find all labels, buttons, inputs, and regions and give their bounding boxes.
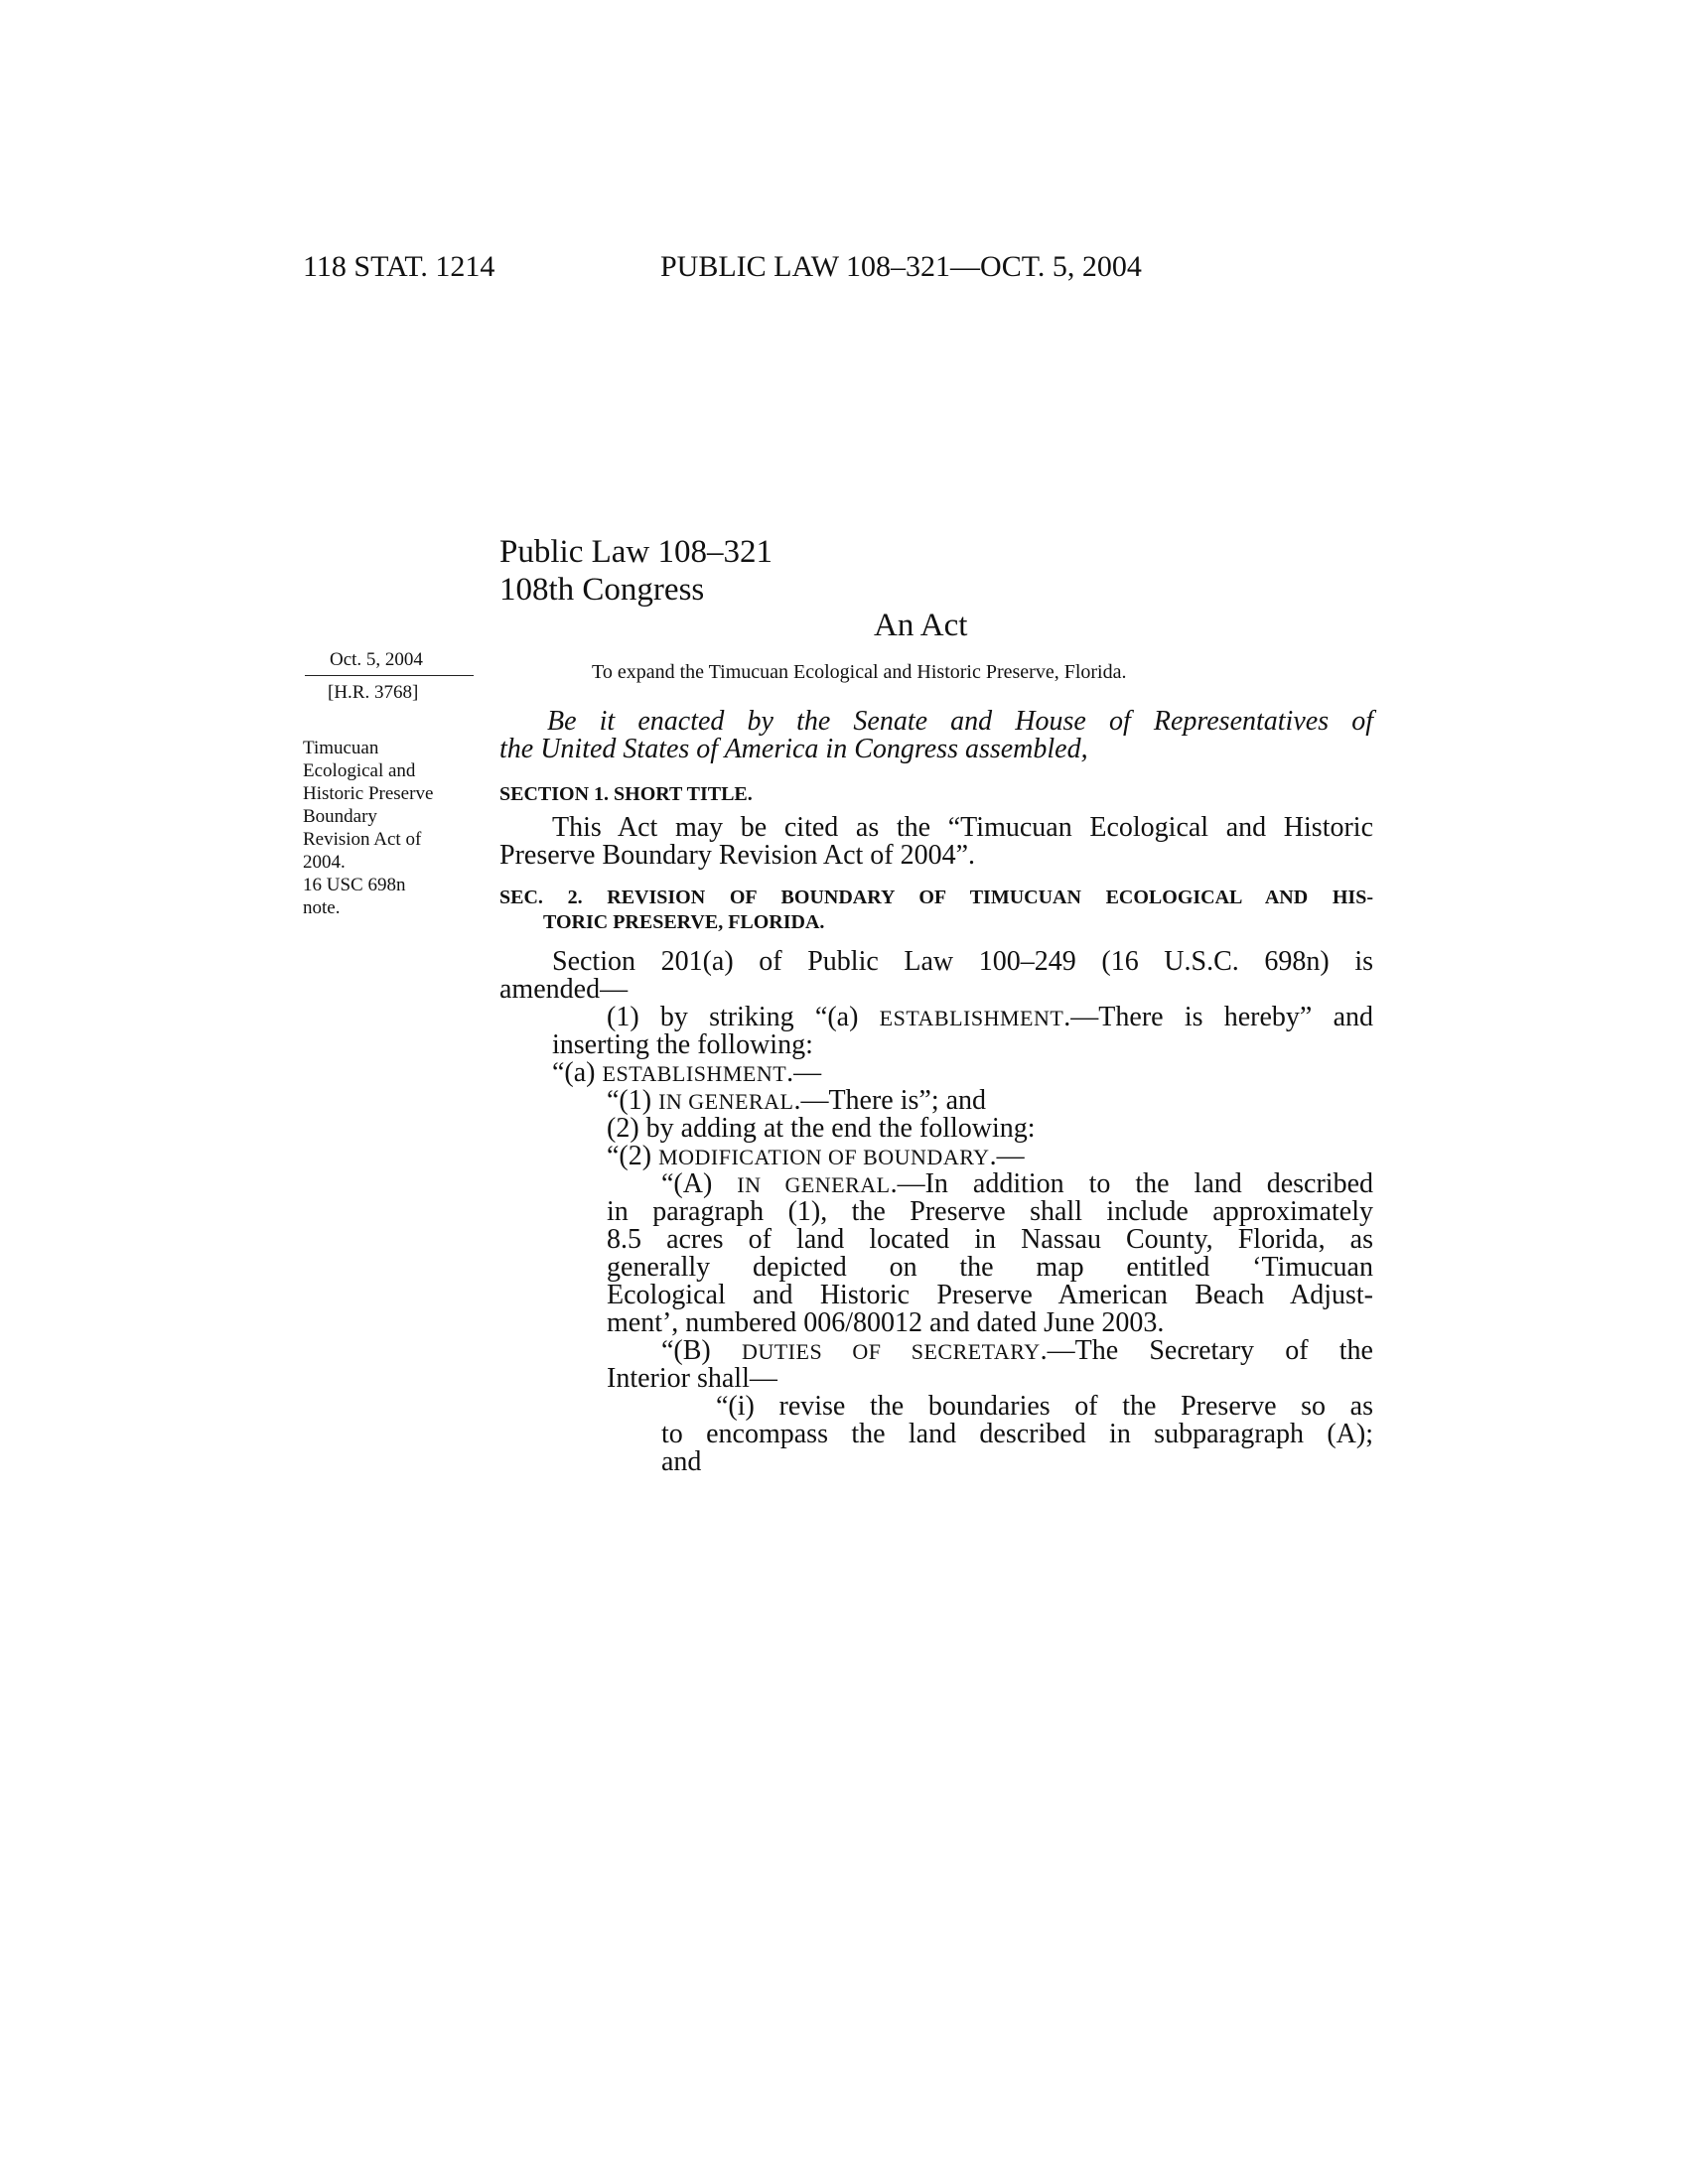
sidenote-line: 2004. (303, 852, 346, 873)
section-2-heading-line-2: TORIC PRESERVE, FLORIDA. (543, 911, 825, 933)
quoted-paragraph-2: “(2) MODIFICATION OF BOUNDARY.— (607, 1141, 1025, 1171)
sidenote-line: note. (303, 897, 341, 918)
subparagraph-B-line-2: Interior shall— (607, 1363, 777, 1394)
subparagraph-A-line: generally depicted on the map entitled ‘Timucuan (607, 1252, 1373, 1283)
clause-i-line-1 (716, 1393, 1373, 1421)
subparagraph-A-line: ment’, numbered 006/80012 and dated June 2003. (607, 1307, 1165, 1338)
section-2-heading-line-1 (499, 886, 1373, 910)
sidenote-short-title (303, 737, 482, 919)
sidenote-rule (305, 675, 474, 676)
subparagraph-A-body (607, 1198, 1373, 1337)
clause-i-text: to encompass the land described in subparagraph (A); (661, 1419, 1373, 1449)
running-title: PUBLIC LAW 108–321—OCT. 5, 2004 (660, 250, 1142, 283)
page-stat-number: 118 STAT. 1214 (303, 250, 495, 283)
sidenote-line: Historic Preserve (303, 783, 434, 804)
subparagraph-A-text: “(A) IN GENERAL.—In addition to the land described (661, 1168, 1373, 1199)
section-1-text-line-1 (552, 814, 1373, 842)
clause-i-line-2 (661, 1421, 1373, 1448)
subparagraph-B-line-1 (661, 1337, 1373, 1366)
enacting-clause-line-1 (547, 708, 1373, 736)
act-heading: An Act (874, 608, 968, 643)
section-1-heading: SECTION 1. SHORT TITLE. (499, 783, 753, 805)
quoted-paragraph-1: “(1) IN GENERAL.—There is”; and (607, 1085, 987, 1116)
act-purpose: To expand the Timucuan Ecological and Historic Preserve, Florida. (592, 661, 1127, 683)
paragraph-1-line-1 (607, 1004, 1373, 1032)
enacting-text: Be it enacted by the Senate and House of Representatives of (547, 706, 1373, 737)
subparagraph-A-line-1 (661, 1170, 1373, 1199)
sidenote-date: Oct. 5, 2004 (330, 649, 423, 670)
sidenote-line: Boundary (303, 806, 377, 827)
enacting-clause-line-2: the United States of America in Congress assembled, (499, 734, 1088, 764)
section-2-intro-text: Section 201(a) of Public Law 100–249 (16 U.S.C. 698n) is (552, 946, 1373, 977)
quoted-subsection-a: “(a) ESTABLISHMENT.— (552, 1057, 822, 1088)
law-number: Public Law 108–321 (499, 534, 773, 570)
subparagraph-A-line: in paragraph (1), the Preserve shall include approximately (607, 1196, 1373, 1227)
section-2-heading-text: SEC. 2. REVISION OF BOUNDARY OF TIMUCUAN ECOLOGICAL AND HIS- (499, 887, 1373, 908)
section-2-intro-line-1 (552, 948, 1373, 976)
subparagraph-A-line: 8.5 acres of land located in Nassau County, Florida, as (607, 1224, 1373, 1255)
sidenote-line: 16 USC 698n (303, 875, 406, 895)
congress-number: 108th Congress (499, 572, 705, 608)
sidenote-line: Timucuan (303, 738, 379, 758)
section-1-text: This Act may be cited as the “Timucuan Ecological and Historic (552, 812, 1373, 843)
paragraph-1-text: (1) by striking “(a) ESTABLISHMENT.—There is hereby” and (607, 1002, 1373, 1032)
paragraph-2: (2) by adding at the end the following: (607, 1113, 1036, 1144)
clause-i-line-3: and (661, 1446, 702, 1477)
subparagraph-A-line: Ecological and Historic Preserve American Beach Adjust- (607, 1280, 1373, 1310)
paragraph-1-line-2: inserting the following: (552, 1029, 813, 1060)
sidenote-line: Revision Act of (303, 829, 422, 850)
section-2-intro-line-2: amended— (499, 974, 629, 1005)
sidenote-line: Ecological and (303, 760, 416, 781)
clause-i-text: “(i) revise the boundaries of the Preserve so as (716, 1391, 1373, 1422)
section-1-text-line-2: Preserve Boundary Revision Act of 2004”. (499, 840, 976, 871)
sidenote-bill-number: [H.R. 3768] (328, 682, 419, 703)
subparagraph-B-text: “(B) DUTIES OF SECRETARY.—The Secretary of the (661, 1335, 1373, 1366)
